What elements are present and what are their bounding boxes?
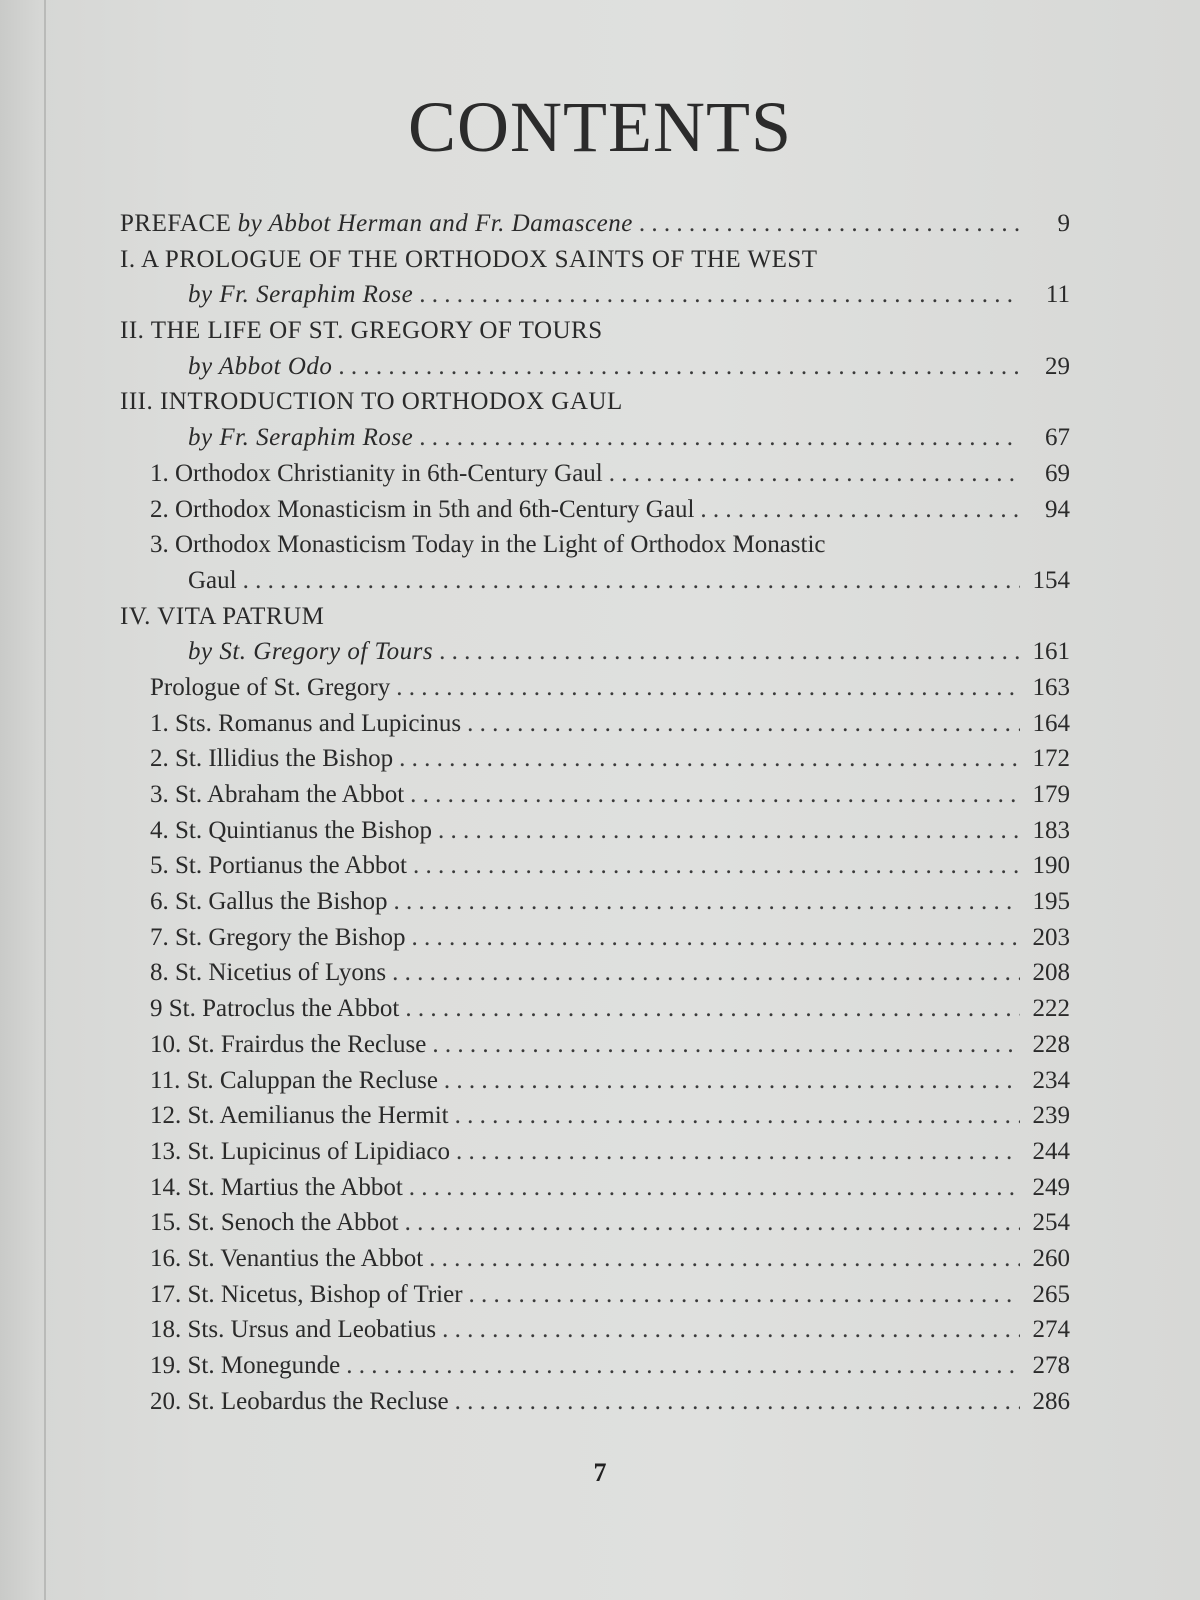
- dot-leader: [438, 813, 1020, 849]
- toc-page-number: 234: [1032, 1066, 1070, 1094]
- toc-page-number: 222: [1032, 995, 1070, 1023]
- toc-entry-author-line: [120, 420, 1070, 456]
- dot-leader: [455, 1384, 1020, 1420]
- toc-entry-label: 4. St. Quintianus the Bishop: [150, 816, 432, 844]
- toc-entry-author: by Abbot Herman and Fr. Damascene: [237, 210, 633, 237]
- toc-entry-label: 9 St. Patroclus the Abbot: [150, 995, 400, 1023]
- toc-section-heading: [120, 599, 1070, 635]
- dot-leader: [419, 420, 1020, 456]
- dot-leader: [439, 634, 1020, 670]
- dot-leader: [346, 1348, 1020, 1384]
- toc-entry: [120, 1348, 1070, 1384]
- vita-patrum-chapter-list: [120, 670, 1070, 1419]
- toc-page-number: 29: [1045, 352, 1070, 380]
- toc-page-number: 244: [1032, 1137, 1070, 1165]
- dot-leader: [639, 206, 1020, 242]
- toc-entry-label: I. A PROLOGUE OF THE ORTHODOX SAINTS OF THE WEST: [120, 245, 818, 273]
- page-number-footer: 7: [593, 1458, 607, 1487]
- toc-entry-continuation: [120, 563, 1070, 599]
- table-of-contents: [120, 206, 1070, 1419]
- toc-entry: [120, 1277, 1070, 1313]
- toc-entry-author-line: [120, 634, 1070, 670]
- toc-entry-label: 16. St. Venantius the Abbot: [150, 1244, 424, 1272]
- dot-leader: [700, 492, 1020, 528]
- toc-entry-label: Prologue of St. Gregory: [150, 673, 391, 701]
- toc-entry: [120, 706, 1070, 742]
- toc-entry-label: IV. VITA PATRUM: [120, 602, 325, 630]
- dot-leader: [412, 920, 1020, 956]
- toc-page-number: 203: [1032, 923, 1070, 951]
- toc-entry-label: 6. St. Gallus the Bishop: [150, 888, 388, 916]
- toc-entry: [120, 955, 1070, 991]
- toc-page-number: 190: [1032, 852, 1070, 880]
- dot-leader: [338, 349, 1020, 385]
- dot-leader: [432, 1027, 1020, 1063]
- toc-entry-label: 8. St. Nicetius of Lyons: [150, 959, 387, 987]
- toc-page-number: 274: [1032, 1316, 1070, 1344]
- toc-section-heading: [120, 384, 1070, 420]
- dot-leader: [394, 884, 1020, 920]
- toc-entry-label: 13. St. Lupicinus of Lipidiaco: [150, 1137, 450, 1165]
- toc-section-heading: [120, 313, 1070, 349]
- toc-page-number: 172: [1032, 745, 1070, 773]
- dot-leader: [405, 1205, 1020, 1241]
- dot-leader: [409, 1170, 1020, 1206]
- toc-entry-author: by Abbot Odo: [188, 352, 333, 380]
- toc-entry: [120, 1134, 1070, 1170]
- dot-leader: [442, 1312, 1020, 1348]
- toc-entry: [120, 1241, 1070, 1277]
- toc-entry-label: 14. St. Martius the Abbot: [150, 1173, 403, 1201]
- dot-leader: [455, 1098, 1020, 1134]
- toc-entry-label: 20. St. Leobardus the Recluse: [150, 1387, 449, 1415]
- dot-leader: [392, 955, 1020, 991]
- toc-entry: [120, 670, 1070, 706]
- dot-leader: [413, 848, 1020, 884]
- toc-entry-label: PREFACE: [120, 210, 232, 237]
- toc-entry-label: 19. St. Monegunde: [150, 1352, 341, 1379]
- dot-leader: [410, 777, 1020, 813]
- toc-entry-label: 1. Orthodox Christianity in 6th-Century Gaul: [150, 459, 603, 487]
- toc-page-number: 179: [1032, 781, 1070, 808]
- dot-leader: [429, 1241, 1020, 1277]
- toc-entry-label: 10. St. Frairdus the Recluse: [150, 1030, 427, 1058]
- dot-leader: [396, 670, 1020, 706]
- page-title: CONTENTS: [408, 87, 792, 167]
- toc-entry-label: 7. St. Gregory the Bishop: [150, 923, 406, 951]
- toc-entry: [120, 1205, 1070, 1241]
- toc-page-number: 228: [1032, 1030, 1070, 1058]
- toc-entry-author: by Fr. Seraphim Rose: [188, 281, 414, 309]
- toc-entry: [120, 1384, 1070, 1420]
- toc-entry-label: 1. Sts. Romanus and Lupicinus: [150, 709, 462, 737]
- toc-page-number: 239: [1032, 1102, 1070, 1130]
- toc-entry-label: 11. St. Caluppan the Recluse: [150, 1066, 438, 1094]
- toc-entry-label: 17. St. Nicetus, Bishop of Trier: [150, 1280, 463, 1308]
- toc-entry-author-line: [120, 277, 1070, 313]
- toc-entry: [120, 884, 1070, 920]
- toc-entry: [120, 1098, 1070, 1134]
- toc-entry-label: 15. St. Senoch the Abbot: [150, 1209, 399, 1237]
- toc-page-number: 161: [1032, 638, 1070, 666]
- toc-page-number: 94: [1045, 495, 1070, 523]
- toc-entry-label: 5. St. Portianus the Abbot: [150, 852, 407, 880]
- toc-page-number: 11: [1045, 281, 1070, 309]
- toc-entry: [120, 991, 1070, 1027]
- dot-leader: [444, 1063, 1020, 1099]
- toc-entry-label-continued: Gaul: [188, 566, 237, 594]
- dot-leader: [419, 277, 1020, 313]
- toc-page-number: 154: [1032, 566, 1070, 594]
- toc-entry-author: by Fr. Seraphim Rose: [188, 424, 414, 452]
- toc-entry-author: by St. Gregory of Tours: [188, 638, 434, 666]
- toc-entry: [120, 1170, 1070, 1206]
- toc-page-number: 286: [1032, 1387, 1070, 1415]
- dot-leader: [609, 456, 1020, 492]
- dot-leader: [399, 741, 1020, 777]
- toc-entry-label: 2. St. Illidius the Bishop: [150, 745, 394, 773]
- toc-entry-label: 2. Orthodox Monasticism in 5th and 6th-Century Gaul: [150, 495, 695, 523]
- toc-page-number: 249: [1032, 1173, 1070, 1201]
- toc-entry-label: 18. Sts. Ursus and Leobatius: [150, 1316, 437, 1344]
- toc-entry-label: 3. St. Abraham the Abbot: [150, 781, 405, 808]
- toc-page-number: 195: [1032, 888, 1070, 916]
- toc-entry: [120, 1027, 1070, 1063]
- toc-page-number: 183: [1032, 816, 1070, 844]
- toc-page-number: 9: [1057, 210, 1070, 237]
- toc-section-heading: [120, 242, 1070, 278]
- toc-entry: [120, 777, 1070, 813]
- toc-page-number: 254: [1032, 1209, 1070, 1237]
- toc-entry-text: [120, 206, 633, 242]
- page-gutter-line: [44, 0, 46, 1600]
- toc-page-number: 69: [1045, 459, 1070, 487]
- toc-entry-label: III. INTRODUCTION TO ORTHODOX GAUL: [120, 388, 623, 416]
- toc-page-number: 265: [1032, 1280, 1070, 1308]
- toc-entry: [120, 456, 1070, 492]
- toc-page-number: 260: [1032, 1244, 1070, 1272]
- toc-page-number: 164: [1032, 709, 1070, 737]
- toc-entry-label: II. THE LIFE OF ST. GREGORY OF TOURS: [120, 317, 603, 345]
- toc-entry: [120, 813, 1070, 849]
- toc-entry: [120, 1063, 1070, 1099]
- toc-page-number: 208: [1032, 959, 1070, 987]
- dot-leader: [405, 991, 1020, 1027]
- toc-entry-label: 12. St. Aemilianus the Hermit: [150, 1102, 449, 1130]
- toc-entry: [120, 492, 1070, 528]
- toc-entry: [120, 848, 1070, 884]
- toc-entry: [120, 741, 1070, 777]
- toc-page-number: 163: [1032, 673, 1070, 701]
- toc-page-number: 67: [1045, 424, 1070, 452]
- toc-entry: [120, 527, 1070, 563]
- dot-leader: [243, 563, 1020, 599]
- toc-entry-preface: [120, 206, 1070, 242]
- dot-leader: [456, 1134, 1020, 1170]
- toc-entry: [120, 920, 1070, 956]
- dot-leader: [467, 706, 1020, 742]
- toc-page-number: 278: [1032, 1352, 1070, 1379]
- dot-leader: [469, 1277, 1020, 1313]
- toc-entry: [120, 1312, 1070, 1348]
- toc-entry-label: 3. Orthodox Monasticism Today in the Light of Orthodox Monastic: [150, 531, 826, 559]
- toc-entry-author-line: [120, 349, 1070, 385]
